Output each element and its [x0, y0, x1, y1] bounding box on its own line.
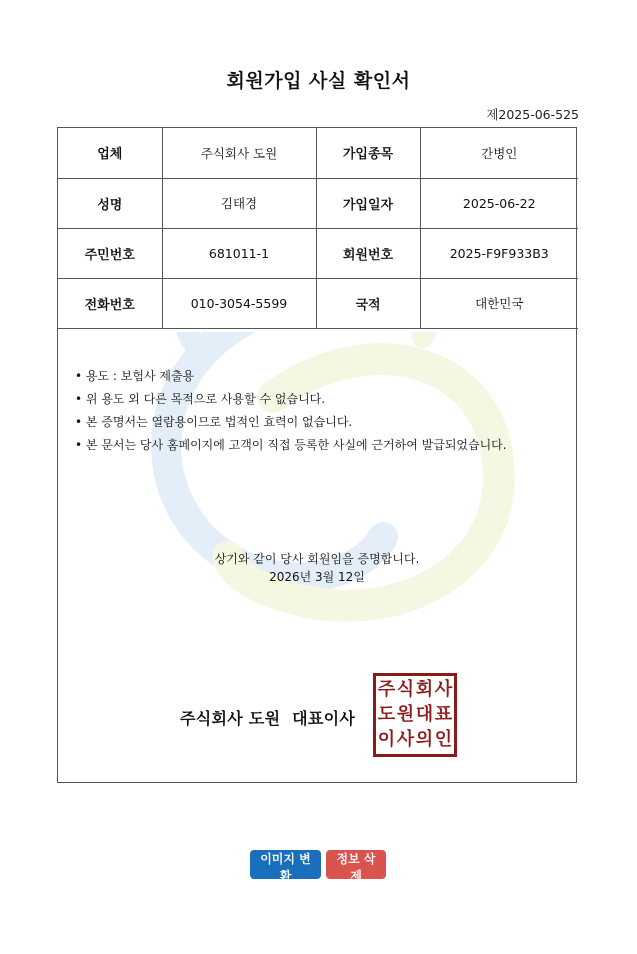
info-value: 주식회사 도원 [162, 128, 316, 178]
convert-image-button[interactable]: 이미지 변환 [250, 850, 321, 879]
info-label: 국적 [316, 278, 420, 328]
info-value: 681011-1 [162, 228, 316, 278]
seal-char: 이 [377, 729, 396, 751]
seal-char: 주 [377, 678, 396, 700]
info-label: 업체 [58, 128, 162, 178]
note-item: • 용도 : 보험사 제출용 [75, 365, 507, 388]
note-item: • 본 증명서는 열람용이므로 법적인 효력이 없습니다. [75, 411, 507, 434]
info-label: 성명 [58, 178, 162, 228]
seal-char: 회 [415, 678, 434, 700]
info-row [58, 228, 578, 278]
info-value: 010-3054-5599 [162, 278, 316, 328]
issuer-name: 주식회사 도원 대표이사 [180, 709, 356, 728]
seal-char: 대 [415, 703, 434, 725]
info-value: 김태경 [162, 178, 316, 228]
delete-info-button[interactable]: 정보 삭제 [326, 850, 386, 879]
certification-statement: 상기와 같이 당사 회원임을 증명합니다. [214, 552, 420, 566]
info-row [58, 178, 578, 228]
info-label: 전화번호 [58, 278, 162, 328]
company-seal [373, 673, 457, 757]
info-label: 회원번호 [316, 228, 420, 278]
document-number: 제2025-06-525 [486, 107, 579, 122]
info-value: 2025-06-22 [420, 178, 578, 228]
seal-char: 표 [434, 703, 453, 725]
member-info-table [58, 128, 578, 329]
seal-char: 인 [434, 729, 453, 751]
document-frame [57, 127, 577, 783]
seal-char: 원 [396, 703, 415, 725]
seal-char: 도 [377, 703, 396, 725]
document-body [58, 332, 576, 782]
info-value: 간병인 [420, 128, 578, 178]
note-item: • 위 용도 외 다른 목적으로 사용할 수 없습니다. [75, 388, 507, 411]
info-label: 가입종목 [316, 128, 420, 178]
info-row [58, 128, 578, 178]
seal-char: 식 [396, 678, 415, 700]
document-title: 회원가입 사실 확인서 [226, 70, 411, 92]
info-label: 주민번호 [58, 228, 162, 278]
info-row [58, 278, 578, 328]
seal-char: 사 [434, 678, 453, 700]
seal-char: 사 [396, 729, 415, 751]
note-item: • 본 문서는 당사 홈페이지에 고객이 직접 등록한 사실에 근거하여 발급되었습니다. [75, 434, 507, 457]
info-value: 대한민국 [420, 278, 578, 328]
issue-date: 2026년 3월 12일 [269, 570, 365, 584]
certification-block [58, 550, 576, 586]
info-label: 가입일자 [316, 178, 420, 228]
info-value: 2025-F9F933B3 [420, 228, 578, 278]
seal-char: 의 [415, 729, 434, 751]
notes-list [75, 365, 507, 457]
